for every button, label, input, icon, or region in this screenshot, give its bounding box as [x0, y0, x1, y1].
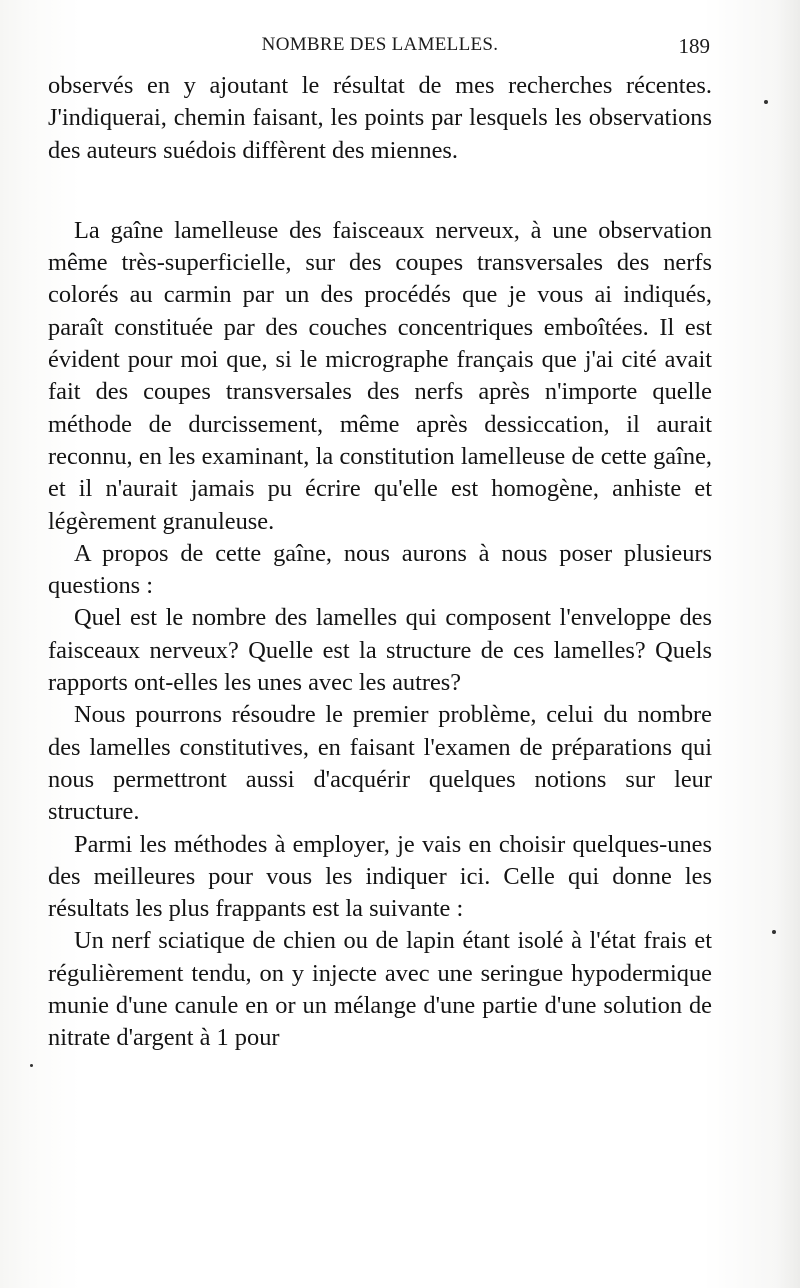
paragraph: Un nerf sciatique de chien ou de lapin étant isolé à l'état frais et régulièrement tendu, on y injecte avec une seringue hypodermique munie d'une canule en or un mélange d'une partie d'une solution de nitrate d'argent à 1 pour [48, 927, 712, 1052]
running-head: NOMBRE DES LAMELLES. [261, 34, 499, 55]
paragraph: A propos de cette gaîne, nous aurons à nous poser plusieurs questions : [48, 539, 712, 600]
page-header [48, 34, 712, 60]
paragraph: Nous pourrons résoudre le premier problème, celui du nombre des lamelles constitutives, en faisant l'examen de préparations qui nous permettront aussi d'acquérir quelques notions sur leur structure. [48, 701, 712, 826]
print-speck [772, 930, 776, 934]
section-gap [48, 167, 712, 215]
print-speck [764, 100, 768, 104]
paragraph: La gaîne lamelleuse des faisceaux nerveux, à une observation même très-superficielle, sur des coupes transversales des nerfs colorés au carmin par un des procédés que je vous ai indiqués, paraît constituée par des couches concentriques emboîtées. Il est évident pour moi que, si le micrographe français que j'ai cité avait fait des coupes transversales des nerfs après n'importe quelle méthode de durcissement, même après dessiccation, il aurait reconnu, en les examinant, la constitution lamelleuse de cette gaîne, et il n'aurait jamais pu écrire qu'elle est homogène, anhiste et légèrement granuleuse. [48, 216, 712, 535]
print-speck [30, 1064, 33, 1067]
body-text [48, 70, 712, 1055]
paragraph: Quel est le nombre des lamelles qui composent l'enveloppe des faisceaux nerveux? Quelle est la structure de ces lamelles? Quels rapports ont-elles les unes avec les autres? [48, 604, 712, 697]
page-number: 189 [678, 34, 710, 58]
paragraph: observés en y ajoutant le résultat de mes recherches récentes. J'indiquerai, chemin faisant, les points par lesquels les observations des auteurs suédois diffèrent des miennes. [48, 72, 712, 164]
paragraph: Parmi les méthodes à employer, je vais en choisir quelques-unes des meilleures pour vous les indiquer ici. Celle qui donne les résultats les plus frappants est la suivante : [48, 830, 712, 923]
